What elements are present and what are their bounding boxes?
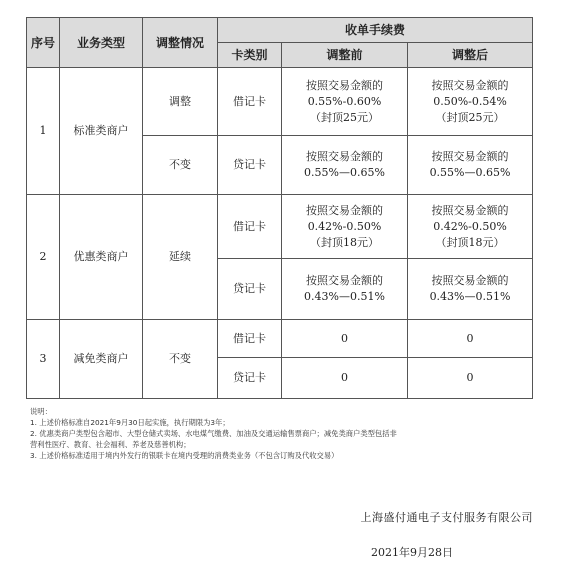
business-type-cell: 标准类商户 (60, 68, 143, 195)
adjustment-cell: 不变 (143, 320, 218, 399)
fee-after-cell (408, 136, 533, 195)
fee-after-text: 按照交易金额的 0.42%-0.50% （封顶18元） (431, 203, 509, 249)
table-row (27, 68, 533, 136)
fee-after-cell: 0 (408, 320, 533, 358)
header-adjustment: 调整情况 (143, 18, 218, 68)
fee-before-cell (282, 68, 408, 136)
seq-cell: 1 (27, 68, 60, 195)
note-item: 3. 上述价格标准适用于境内外发行的银联卡在境内受理的消费类业务（不包含订购及代收交易） (30, 451, 339, 460)
card-type-cell: 贷记卡 (218, 259, 282, 320)
note-item: 2. 优惠类商户类型包含超市、大型仓储式卖场、水电煤气缴费、加油及交通运输售票商户；减免类商户类型包括非 (30, 429, 397, 438)
header-card-type: 卡类别 (218, 43, 282, 68)
fee-before-text: 按照交易金额的 0.55%-0.60% （封顶25元） (306, 78, 383, 124)
fee-after-cell (408, 259, 533, 320)
fee-before-text: 按照交易金额的 0.43%—0.51% (304, 274, 385, 303)
adjustment-cell: 延续 (143, 195, 218, 320)
fee-before-cell (282, 195, 408, 259)
card-type-cell: 借记卡 (218, 195, 282, 259)
fee-after-cell (408, 195, 533, 259)
note-item: 营利性医疗、教育、社会福利、养老及慈善机构； (30, 440, 191, 449)
fee-before-cell: 0 (282, 358, 408, 399)
card-type-cell: 借记卡 (218, 68, 282, 136)
card-type-cell: 借记卡 (218, 320, 282, 358)
fee-before-cell (282, 259, 408, 320)
header-seq: 序号 (27, 18, 60, 68)
fee-table (26, 17, 533, 399)
notes-section (30, 406, 540, 461)
fee-after-text: 按照交易金额的 0.50%-0.54% （封顶25元） (431, 78, 509, 124)
fee-before-cell (282, 136, 408, 195)
card-type-cell: 贷记卡 (218, 358, 282, 399)
header-after: 调整后 (408, 43, 533, 68)
header-before: 调整前 (282, 43, 408, 68)
adjustment-cell: 调整 (143, 68, 218, 136)
table-row (27, 195, 533, 259)
notes-title: 说明： (30, 407, 52, 416)
fee-before-cell: 0 (282, 320, 408, 358)
business-type-cell: 减免类商户 (60, 320, 143, 399)
fee-after-text: 按照交易金额的 0.43%—0.51% (429, 274, 511, 303)
seq-cell: 2 (27, 195, 60, 320)
header-business-type: 业务类型 (60, 18, 143, 68)
fee-after-cell: 0 (408, 358, 533, 399)
fee-after-text: 按照交易金额的 0.55%—0.65% (429, 150, 511, 179)
adjustment-cell: 不变 (143, 136, 218, 195)
table-row (27, 320, 533, 358)
fee-before-text: 按照交易金额的 0.55%—0.65% (304, 150, 385, 179)
seq-cell: 3 (27, 320, 60, 399)
business-type-cell: 优惠类商户 (60, 195, 143, 320)
note-item: 1. 上述价格标准自2021年9月30日起实施，执行期限为3年； (30, 418, 230, 427)
fee-after-cell (408, 68, 533, 136)
company-name: 上海盛付通电子支付服务有限公司 (360, 511, 533, 524)
header-fee-group: 收单手续费 (218, 18, 533, 43)
card-type-cell: 贷记卡 (218, 136, 282, 195)
fee-before-text: 按照交易金额的 0.42%-0.50% （封顶18元） (306, 203, 383, 249)
issue-date: 2021年9月28日 (371, 546, 453, 559)
